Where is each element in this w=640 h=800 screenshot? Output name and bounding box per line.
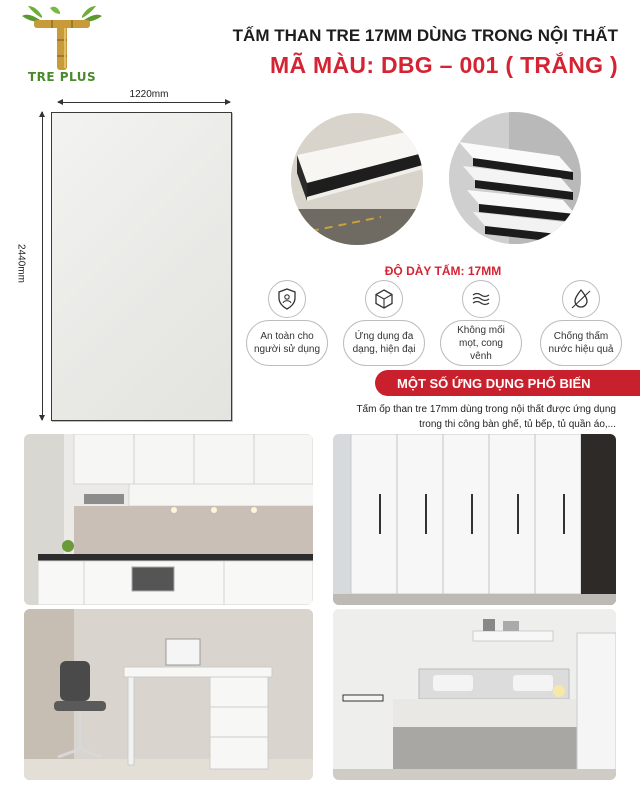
- cube-icon: [365, 280, 403, 318]
- feature-label: Không mối mọt, cong vênh: [457, 324, 505, 362]
- feature-label: Chống thấm nước hiệu quả: [548, 331, 614, 355]
- panel-edge-closeup-image: [291, 113, 423, 245]
- brand-logo: [20, 6, 104, 86]
- wardrobe-photo: [333, 434, 616, 605]
- brand-name: TRE PLUS: [27, 70, 97, 84]
- applications-banner-label: MỘT SỐ ỨNG DỤNG PHỔ BIẾN: [397, 375, 591, 391]
- feature-label: Ứng dụng đa dạng, hiện đại: [352, 331, 416, 355]
- panel-height-label: 2440mm: [15, 244, 27, 283]
- description-line-2: trong thi công bàn ghế, tủ bếp, tủ quần áo,...: [419, 419, 616, 430]
- applications-description: [316, 402, 616, 432]
- kitchen-photo: [24, 434, 313, 605]
- thickness-label: ĐỘ DÀY TẤM: 17MM: [384, 264, 502, 278]
- shield-safety-icon: [268, 280, 306, 318]
- feature-versatile: [343, 280, 425, 366]
- feature-no-termites: [440, 280, 522, 366]
- stacked-panels-closeup-image: [449, 112, 581, 244]
- feature-safety: [246, 280, 328, 366]
- water-drop-icon: [562, 280, 600, 318]
- panel-width-label: 1220mm: [129, 89, 169, 100]
- height-dimension-arrow: [42, 112, 43, 420]
- feature-waterproof: [540, 280, 622, 366]
- bamboo-logo-icon: [20, 6, 104, 72]
- description-line-1: Tấm ốp than tre 17mm dùng trong nội thất được ứng dụng: [356, 404, 616, 415]
- bedroom-photo: [333, 609, 616, 780]
- page-title: TẤM THAN TRE 17MM DÙNG TRONG NỘI THẤT: [232, 26, 618, 45]
- white-panel-sample: [51, 112, 232, 421]
- waves-icon: [462, 280, 500, 318]
- feature-label: An toàn cho người sử dụng: [253, 331, 321, 355]
- color-code-title: MÃ MÀU: DBG – 001 ( TRẮNG ): [269, 52, 618, 78]
- width-dimension-arrow: [58, 102, 230, 103]
- applications-banner: [375, 370, 640, 396]
- study-desk-photo: [24, 609, 313, 780]
